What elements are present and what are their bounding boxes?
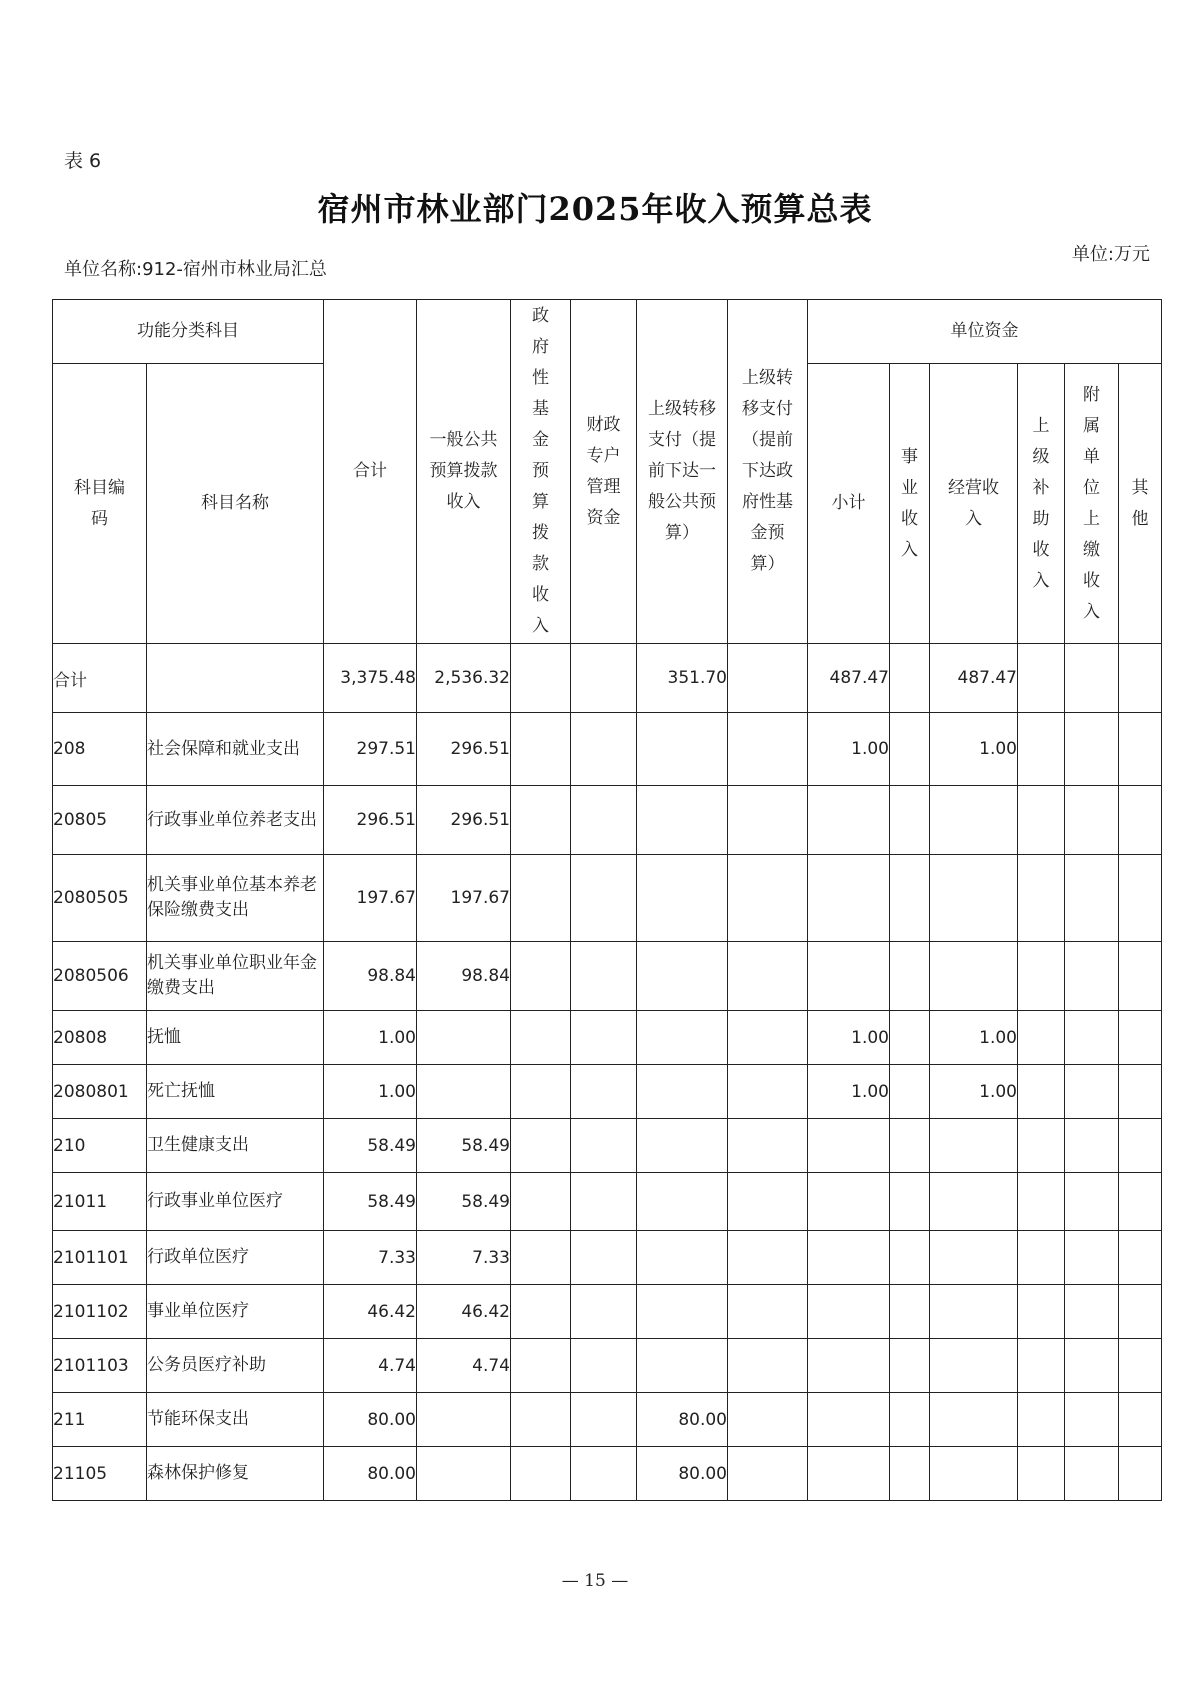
header-func-group: 功能分类科目 xyxy=(53,300,324,364)
cell-code: 2080505 xyxy=(53,855,147,942)
table-row xyxy=(53,942,1162,1011)
cell-subtotal xyxy=(808,786,890,855)
cell-transfer-general xyxy=(637,1011,728,1065)
cell-affiliated xyxy=(1065,644,1119,713)
table-row xyxy=(53,1231,1162,1285)
cell-business xyxy=(890,786,930,855)
cell-general: 197.67 xyxy=(417,855,511,942)
cell-name: 行政事业单位医疗 xyxy=(147,1173,324,1231)
cell-general: 7.33 xyxy=(417,1231,511,1285)
cell-special xyxy=(571,786,637,855)
budget-table xyxy=(52,299,1162,1501)
cell-special xyxy=(571,713,637,786)
cell-special xyxy=(571,1011,637,1065)
cell-other xyxy=(1119,1285,1162,1339)
table-row xyxy=(53,1011,1162,1065)
cell-other xyxy=(1119,1339,1162,1393)
cell-special xyxy=(571,1231,637,1285)
cell-name: 机关事业单位职业年金缴费支出 xyxy=(147,942,324,1011)
cell-other xyxy=(1119,1447,1162,1501)
cell-special xyxy=(571,855,637,942)
cell-gov-fund xyxy=(511,1231,571,1285)
cell-business xyxy=(890,1119,930,1173)
cell-transfer-general xyxy=(637,1231,728,1285)
table-number: 表 6 xyxy=(64,150,102,172)
cell-general xyxy=(417,1065,511,1119)
cell-business xyxy=(890,713,930,786)
cell-code: 2080506 xyxy=(53,942,147,1011)
cell-other xyxy=(1119,1393,1162,1447)
cell-name: 节能环保支出 xyxy=(147,1393,324,1447)
cell-superior-subsidy xyxy=(1018,1339,1065,1393)
cell-operating xyxy=(930,1173,1018,1231)
cell-gov-fund xyxy=(511,644,571,713)
cell-affiliated xyxy=(1065,1285,1119,1339)
cell-subtotal xyxy=(808,1173,890,1231)
cell-business xyxy=(890,1173,930,1231)
cell-code: 20805 xyxy=(53,786,147,855)
cell-code: 2101101 xyxy=(53,1231,147,1285)
cell-general: 46.42 xyxy=(417,1285,511,1339)
cell-transfer-fund xyxy=(728,644,808,713)
cell-operating xyxy=(930,1339,1018,1393)
cell-operating xyxy=(930,1285,1018,1339)
cell-affiliated xyxy=(1065,713,1119,786)
cell-total: 7.33 xyxy=(324,1231,417,1285)
cell-superior-subsidy xyxy=(1018,1231,1065,1285)
cell-operating xyxy=(930,1393,1018,1447)
cell-transfer-general xyxy=(637,786,728,855)
cell-special xyxy=(571,942,637,1011)
table-row xyxy=(53,1173,1162,1231)
cell-subtotal: 1.00 xyxy=(808,713,890,786)
cell-operating: 1.00 xyxy=(930,1011,1018,1065)
cell-operating xyxy=(930,855,1018,942)
cell-superior-subsidy xyxy=(1018,1173,1065,1231)
cell-total: 1.00 xyxy=(324,1011,417,1065)
cell-affiliated xyxy=(1065,1231,1119,1285)
cell-name: 公务员医疗补助 xyxy=(147,1339,324,1393)
cell-affiliated xyxy=(1065,1011,1119,1065)
cell-other xyxy=(1119,1065,1162,1119)
cell-general: 4.74 xyxy=(417,1339,511,1393)
header-other: 其他 xyxy=(1119,364,1162,644)
table-row xyxy=(53,1285,1162,1339)
cell-superior-subsidy xyxy=(1018,942,1065,1011)
cell-affiliated xyxy=(1065,1339,1119,1393)
cell-business xyxy=(890,1011,930,1065)
cell-name: 社会保障和就业支出 xyxy=(147,713,324,786)
cell-other xyxy=(1119,855,1162,942)
cell-subtotal: 487.47 xyxy=(808,644,890,713)
table-row xyxy=(53,1339,1162,1393)
cell-transfer-fund xyxy=(728,1393,808,1447)
cell-superior-subsidy xyxy=(1018,1119,1065,1173)
cell-total: 80.00 xyxy=(324,1447,417,1501)
header-operating: 经营收入 xyxy=(930,364,1018,644)
cell-gov-fund xyxy=(511,713,571,786)
cell-other xyxy=(1119,1011,1162,1065)
header-total: 合计 xyxy=(324,300,417,644)
cell-business xyxy=(890,942,930,1011)
cell-code: 2080801 xyxy=(53,1065,147,1119)
table-row xyxy=(53,644,1162,713)
cell-general: 58.49 xyxy=(417,1173,511,1231)
cell-total: 58.49 xyxy=(324,1173,417,1231)
cell-code: 21011 xyxy=(53,1173,147,1231)
cell-general xyxy=(417,1447,511,1501)
cell-general: 98.84 xyxy=(417,942,511,1011)
cell-total: 3,375.48 xyxy=(324,644,417,713)
cell-transfer-general xyxy=(637,855,728,942)
cell-name: 森林保护修复 xyxy=(147,1447,324,1501)
cell-subtotal: 1.00 xyxy=(808,1065,890,1119)
cell-name: 事业单位医疗 xyxy=(147,1285,324,1339)
cell-affiliated xyxy=(1065,1393,1119,1447)
cell-business xyxy=(890,1231,930,1285)
cell-name: 机关事业单位基本养老保险缴费支出 xyxy=(147,855,324,942)
cell-transfer-fund xyxy=(728,1173,808,1231)
cell-subtotal xyxy=(808,1285,890,1339)
page-title: 宿州市林业部门2025年收入预算总表 xyxy=(317,190,873,228)
cell-special xyxy=(571,1393,637,1447)
cell-total: 80.00 xyxy=(324,1393,417,1447)
cell-name: 行政单位医疗 xyxy=(147,1231,324,1285)
cell-subtotal xyxy=(808,1339,890,1393)
cell-superior-subsidy xyxy=(1018,644,1065,713)
cell-subtotal xyxy=(808,942,890,1011)
cell-transfer-fund xyxy=(728,1285,808,1339)
cell-name: 卫生健康支出 xyxy=(147,1119,324,1173)
cell-transfer-fund xyxy=(728,1065,808,1119)
cell-subtotal xyxy=(808,855,890,942)
cell-name: 抚恤 xyxy=(147,1011,324,1065)
cell-transfer-fund xyxy=(728,942,808,1011)
cell-total: 296.51 xyxy=(324,786,417,855)
header-unit-funds: 单位资金 xyxy=(808,300,1162,364)
cell-transfer-fund xyxy=(728,1339,808,1393)
cell-transfer-general xyxy=(637,1339,728,1393)
header-business: 事业收入 xyxy=(890,364,930,644)
unit-label: 单位:万元 xyxy=(1071,244,1150,265)
table-row xyxy=(53,1393,1162,1447)
cell-code: 2101103 xyxy=(53,1339,147,1393)
cell-code: 2101102 xyxy=(53,1285,147,1339)
cell-transfer-fund xyxy=(728,713,808,786)
page-number: — 15 — xyxy=(561,1571,629,1591)
cell-name: 行政事业单位养老支出 xyxy=(147,786,324,855)
table-row xyxy=(53,855,1162,942)
cell-special xyxy=(571,1119,637,1173)
cell-other xyxy=(1119,942,1162,1011)
header-special: 财政专户管理资金 xyxy=(571,300,637,644)
cell-transfer-general: 351.70 xyxy=(637,644,728,713)
header-transfer-general: 上级转移支付（提前下达一般公共预算） xyxy=(637,300,728,644)
cell-general: 296.51 xyxy=(417,786,511,855)
cell-affiliated xyxy=(1065,786,1119,855)
cell-special xyxy=(571,1447,637,1501)
cell-subtotal xyxy=(808,1231,890,1285)
cell-gov-fund xyxy=(511,1393,571,1447)
cell-special xyxy=(571,1285,637,1339)
cell-transfer-fund xyxy=(728,786,808,855)
cell-affiliated xyxy=(1065,942,1119,1011)
cell-total: 297.51 xyxy=(324,713,417,786)
table-row xyxy=(53,1447,1162,1501)
cell-operating xyxy=(930,1119,1018,1173)
cell-subtotal: 1.00 xyxy=(808,1011,890,1065)
cell-superior-subsidy xyxy=(1018,1065,1065,1119)
cell-affiliated xyxy=(1065,1119,1119,1173)
table-row xyxy=(53,786,1162,855)
cell-gov-fund xyxy=(511,1447,571,1501)
cell-affiliated xyxy=(1065,855,1119,942)
cell-gov-fund xyxy=(511,855,571,942)
cell-superior-subsidy xyxy=(1018,1447,1065,1501)
cell-operating xyxy=(930,1231,1018,1285)
cell-transfer-general xyxy=(637,1119,728,1173)
cell-business xyxy=(890,1447,930,1501)
cell-operating xyxy=(930,942,1018,1011)
cell-operating: 1.00 xyxy=(930,713,1018,786)
cell-operating: 487.47 xyxy=(930,644,1018,713)
cell-subtotal xyxy=(808,1119,890,1173)
cell-affiliated xyxy=(1065,1173,1119,1231)
cell-general xyxy=(417,1011,511,1065)
cell-transfer-fund xyxy=(728,855,808,942)
cell-total: 1.00 xyxy=(324,1065,417,1119)
cell-code: 20808 xyxy=(53,1011,147,1065)
cell-other xyxy=(1119,1119,1162,1173)
cell-name: 死亡抚恤 xyxy=(147,1065,324,1119)
cell-special xyxy=(571,1173,637,1231)
cell-transfer-fund xyxy=(728,1231,808,1285)
cell-business xyxy=(890,644,930,713)
cell-general: 58.49 xyxy=(417,1119,511,1173)
cell-transfer-fund xyxy=(728,1011,808,1065)
cell-special xyxy=(571,1339,637,1393)
cell-transfer-fund xyxy=(728,1119,808,1173)
cell-gov-fund xyxy=(511,786,571,855)
cell-special xyxy=(571,644,637,713)
cell-transfer-fund xyxy=(728,1447,808,1501)
header-affiliated: 附属单位上缴收入 xyxy=(1065,364,1119,644)
cell-general: 296.51 xyxy=(417,713,511,786)
cell-name xyxy=(147,644,324,713)
cell-superior-subsidy xyxy=(1018,1011,1065,1065)
cell-gov-fund xyxy=(511,1119,571,1173)
cell-transfer-general xyxy=(637,942,728,1011)
cell-gov-fund xyxy=(511,1011,571,1065)
cell-affiliated xyxy=(1065,1447,1119,1501)
cell-other xyxy=(1119,1173,1162,1231)
cell-other xyxy=(1119,713,1162,786)
header-superior-subsidy: 上级补助收入 xyxy=(1018,364,1065,644)
table-row xyxy=(53,1065,1162,1119)
header-subtotal: 小计 xyxy=(808,364,890,644)
cell-business xyxy=(890,1339,930,1393)
cell-total: 46.42 xyxy=(324,1285,417,1339)
cell-operating: 1.00 xyxy=(930,1065,1018,1119)
unit-name: 单位名称:912-宿州市林业局汇总 xyxy=(64,259,327,280)
cell-operating xyxy=(930,786,1018,855)
cell-business xyxy=(890,1285,930,1339)
cell-subtotal xyxy=(808,1447,890,1501)
cell-transfer-general: 80.00 xyxy=(637,1447,728,1501)
cell-transfer-general xyxy=(637,1065,728,1119)
cell-business xyxy=(890,1065,930,1119)
cell-superior-subsidy xyxy=(1018,1285,1065,1339)
header-general: 一般公共预算拨款收入 xyxy=(417,300,511,644)
cell-other xyxy=(1119,786,1162,855)
cell-code: 211 xyxy=(53,1393,147,1447)
cell-subtotal xyxy=(808,1393,890,1447)
cell-operating xyxy=(930,1447,1018,1501)
cell-transfer-general xyxy=(637,1173,728,1231)
cell-code: 208 xyxy=(53,713,147,786)
table-row xyxy=(53,1119,1162,1173)
cell-code: 合计 xyxy=(53,644,147,713)
cell-general: 2,536.32 xyxy=(417,644,511,713)
header-gov-fund: 政府性基金预算拨款收入 xyxy=(511,300,571,644)
cell-transfer-general xyxy=(637,713,728,786)
cell-other xyxy=(1119,644,1162,713)
cell-other xyxy=(1119,1231,1162,1285)
cell-superior-subsidy xyxy=(1018,786,1065,855)
table-row xyxy=(53,713,1162,786)
cell-general xyxy=(417,1393,511,1447)
cell-code: 210 xyxy=(53,1119,147,1173)
cell-total: 197.67 xyxy=(324,855,417,942)
cell-transfer-general: 80.00 xyxy=(637,1393,728,1447)
header-code: 科目编码 xyxy=(53,364,147,644)
cell-gov-fund xyxy=(511,1065,571,1119)
cell-gov-fund xyxy=(511,1285,571,1339)
cell-business xyxy=(890,1393,930,1447)
cell-affiliated xyxy=(1065,1065,1119,1119)
cell-superior-subsidy xyxy=(1018,1393,1065,1447)
cell-total: 58.49 xyxy=(324,1119,417,1173)
cell-gov-fund xyxy=(511,942,571,1011)
cell-code: 21105 xyxy=(53,1447,147,1501)
cell-transfer-general xyxy=(637,1285,728,1339)
cell-gov-fund xyxy=(511,1339,571,1393)
cell-superior-subsidy xyxy=(1018,855,1065,942)
cell-business xyxy=(890,855,930,942)
cell-superior-subsidy xyxy=(1018,713,1065,786)
cell-total: 4.74 xyxy=(324,1339,417,1393)
cell-total: 98.84 xyxy=(324,942,417,1011)
cell-gov-fund xyxy=(511,1173,571,1231)
header-name: 科目名称 xyxy=(147,364,324,644)
cell-special xyxy=(571,1065,637,1119)
header-transfer-fund: 上级转移支付（提前下达政府性基金预算） xyxy=(728,300,808,644)
table-body xyxy=(53,644,1162,1501)
